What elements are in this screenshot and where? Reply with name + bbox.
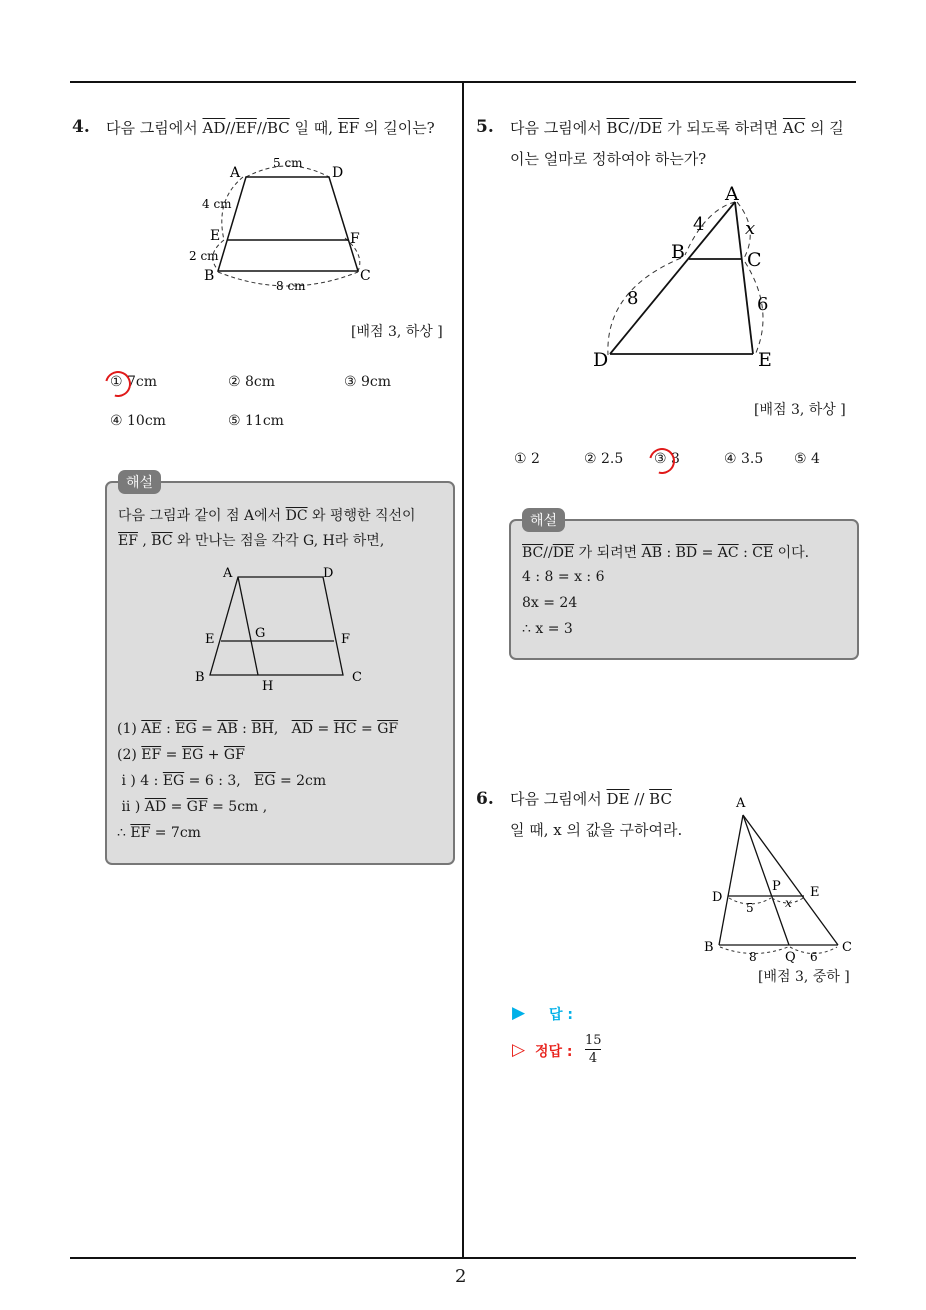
question-5-text: 다음 그림에서 $\overline{BC}//\overline{DE}$ 가 되도록 하려면 $\overline{AC}$ 의 길 이는 얼마로 정하여야 하는가? [510, 119, 844, 168]
q5-solution-line-1: $\overline{BC}//\overline{DE}$ 가 되려면 $\overline{AB}$ : $\overline{BD} = \overline{AC}$ : $\overline{CE}$ 이다. [522, 545, 810, 561]
sol4-label-E: E [205, 632, 215, 647]
question-4-figure [180, 150, 390, 300]
fig4-label-A: A [230, 165, 241, 181]
question-6-text: 다음 그림에서 $\overline{DE} // \overline{BC}$ 일 때, x 의 값을 구하여라. [510, 790, 683, 839]
question-4-text: 다음 그림에서 $\overline{AD}//\overline{EF}//\overline{BC}$ 일 때, $\overline{EF}$ 의 길이는? [106, 119, 435, 137]
q4-choice-4[interactable]: ④ 10cm [110, 413, 166, 429]
q5-solution-tag: 해설 [522, 508, 565, 532]
fig5-label-ce: 6 [757, 294, 769, 315]
fig4-label-C: C [360, 268, 371, 284]
fig6-label-qc: 6 [810, 950, 818, 964]
fig4-label-E: E [210, 228, 221, 244]
question-5-figure [585, 180, 785, 375]
column-divider [462, 82, 464, 1258]
correct-label: 정답 : [535, 1044, 573, 1060]
q5-choice-2[interactable]: ② 2.5 [584, 451, 624, 467]
fig5-label-ab: 4 [693, 214, 705, 235]
q5-choice-5[interactable]: ⑤ 4 [794, 451, 820, 467]
fig6-label-D: D [712, 890, 723, 905]
q5-choice-1[interactable]: ① 2 [514, 451, 540, 467]
sol4-label-D: D [323, 566, 334, 581]
fig5-label-E: E [758, 349, 772, 371]
fig5-label-C: C [747, 249, 762, 271]
q5-choice-4[interactable]: ④ 3.5 [724, 451, 764, 467]
q4-solution-step-5: ∴ $\overline{EF} = 7cm$ [117, 825, 201, 841]
fig6-label-dp: 5 [746, 901, 754, 915]
q5-solution-box [509, 519, 859, 660]
fig5-label-B: B [671, 241, 685, 263]
page-number: 2 [455, 1266, 467, 1287]
fig5-label-D: D [593, 349, 609, 371]
fig6-label-P: P [772, 879, 781, 894]
fig4-label-eb: 2 cm [189, 249, 219, 263]
fig6-label-C: C [842, 940, 852, 955]
q4-solution-step-1: (1) $\overline{AE}$ : $\overline{EG} = \overline{AB}$ : $\overline{BH}$, $\overline{AD} = \overline{HC} = \overline{GF}$ [117, 721, 399, 737]
q4-choice-5[interactable]: ⑤ 11cm [228, 413, 284, 429]
fig6-label-pe: x [785, 896, 792, 910]
q5-solution-line-2: 4 : 8 = x : 6 [522, 569, 605, 585]
fig6-label-A: A [736, 796, 746, 811]
sol4-label-C: C [352, 670, 362, 685]
question-5-score: [배점 3, 하상 ] [754, 402, 846, 418]
fig4-label-ae: 4 cm [202, 197, 232, 211]
fig5-label-ac: x [745, 218, 756, 239]
question-6-score: [배점 3, 중하 ] [758, 969, 850, 985]
fig5-label-A: A [725, 183, 739, 205]
question-4-number: 4. [72, 117, 90, 137]
sol4-label-H: H [262, 679, 274, 694]
fig6-label-bq: 8 [749, 950, 757, 964]
answer-input[interactable] [590, 1002, 790, 1022]
question-6-number: 6. [476, 789, 494, 809]
fig4-label-D: D [332, 165, 344, 181]
q4-solution-step-2: (2) $\overline{EF} = \overline{EG} + \overline{GF}$ [117, 747, 245, 763]
fig4-label-bottom: 8 cm [276, 279, 306, 293]
sol4-label-B: B [195, 670, 205, 685]
answer-arrow-icon: ▶ [512, 1003, 526, 1023]
fig6-label-Q: Q [785, 950, 796, 965]
q4-solution-step-4: ii ) $\overline{AD} = \overline{GF} = 5cm$ , [117, 799, 268, 815]
q4-solution-figure [190, 562, 380, 697]
fig5-label-bd: 8 [627, 288, 639, 309]
sol4-label-G: G [255, 626, 266, 641]
q5-solution-line-3: 8x = 24 [522, 595, 578, 611]
sol4-label-F: F [341, 632, 351, 647]
answer-label: 답 : [549, 1007, 573, 1023]
fig4-label-top: 5 cm [273, 156, 303, 170]
question-5-number: 5. [476, 117, 494, 137]
correct-fraction [585, 1033, 601, 1067]
correct-numerator: 15 [585, 1033, 602, 1048]
q4-solution-tag: 해설 [118, 470, 161, 494]
q5-choice-3[interactable]: ③ 3 [654, 451, 680, 467]
fig4-label-B: B [204, 268, 215, 284]
sol4-label-A: A [223, 566, 233, 581]
correct-arrow-icon: ▷ [512, 1040, 526, 1060]
q5-correct-mark [644, 443, 680, 479]
q4-choice-2[interactable]: ② 8cm [228, 374, 276, 390]
fig6-label-B: B [704, 940, 714, 955]
q4-choice-3[interactable]: ③ 9cm [344, 374, 392, 390]
q5-solution-line-4: ∴ x = 3 [522, 621, 573, 637]
q4-correct-mark [100, 366, 136, 402]
question-4-score: [배점 3, 하상 ] [351, 324, 443, 340]
question-6-figure [700, 790, 860, 970]
fig4-label-F: F [350, 231, 360, 247]
fig6-label-E: E [810, 885, 820, 900]
q4-choice-1[interactable]: ① 7cm [110, 374, 158, 390]
correct-denominator: 4 [588, 1051, 598, 1066]
q4-solution-line-1: 다음 그림과 같이 점 A에서 $\overline{DC}$ 와 평행한 직선이 [118, 508, 416, 524]
q4-solution-line-2: $\overline{EF}$ , $\overline{BC}$ 와 만나는 점을 각각 G, H라 하면, [118, 533, 385, 549]
q4-solution-step-3: i ) 4 : $\overline{EG} = 6$ : 3, $\overline{EG} = 2cm$ [117, 773, 327, 789]
